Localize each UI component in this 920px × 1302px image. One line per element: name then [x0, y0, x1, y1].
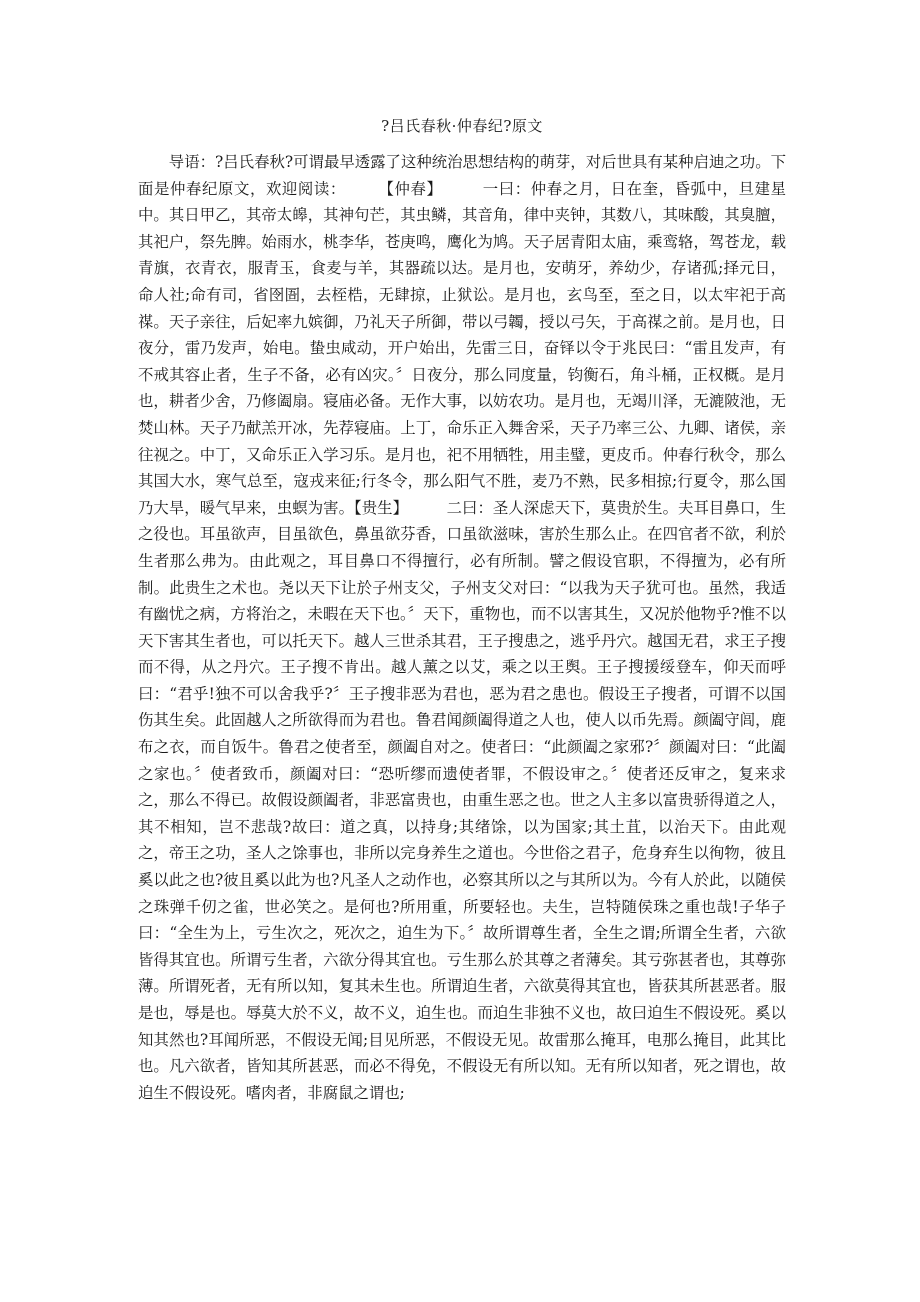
document-page — [138, 112, 786, 1106]
document-body-text: 导语：?吕氏春秋?可谓最早透露了这种统治思想结构的萌芽，对后世具有某种启迪之功。下面是仲春纪原文，欢迎阅读： 【仲春】 一曰：仲春之月，日在奎，昏弧中，旦建星中。其日甲乙，其帝太皞，其神句芒，其虫鳞，其音角，律中夹钟，其数八，其味酸，其臭膻，其祀户，祭先脾。始雨水，桃李华，苍庚鸣，鹰化为鸠。天子居青阳太庙，乘鸾辂，驾苍龙，载青旗，衣青衣，服青玉，食麦与羊，其器疏以达。是月也，安萌牙，养幼少，存诸孤;择元日，命人社;命有司，省囹圄，去桎梏，无肆掠，止狱讼。是月也，玄鸟至，至之日，以太牢祀于高禖。天子亲往，后妃率九嫔御，乃礼天子所御，带以弓韣，授以弓矢，于高禖之前。是月也，日夜分，雷乃发声，始电。蛰虫咸动，开户始出，先雷三日，奋铎以令于兆民曰：“雷且发声，有不戒其容止者，生子不备，必有凶灾。〞日夜分，那么同度量，钧衡石，角斗桶，正权概。是月也，耕者少舍，乃修阖扇。寝庙必备。无作大事，以妨农功。是月也，无竭川泽，无漉陂池，无焚山林。天子乃献羔开冰，先荐寝庙。上丁，命乐正入舞舍采，天子乃率三公、九卿、诸侯，亲往视之。中丁，又命乐正入学习乐。是月也，祀不用牺牲，用圭璧，更皮币。仲春行秋令，那么其国大水，寒气总至，寇戎来征;行冬令，那么阳气不胜，麦乃不熟，民多相掠;行夏令，那么国乃大旱，暖气早来，虫螟为害。【贵生】 二曰：圣人深虑天下，莫贵於生。夫耳目鼻口，生之役也。耳虽欲声，目虽欲色，鼻虽欲芬香，口虽欲滋味，害於生那么止。在四官者不欲，利於生者那么弗为。由此观之，耳目鼻口不得擅行，必有所制。譬之假设官职，不得擅为，必有所制。此贵生之术也。尧以天下让於子州支父，子州支父对曰：“以我为天子犹可也。虽然，我适有幽忧之病，方将治之，未暇在天下也。〞天下，重物也，而不以害其生，又况於他物乎?惟不以天下害其生者也，可以托天下。越人三世杀其君，王子搜患之，逃乎丹穴。越国无君，求王子搜而不得，从之丹穴。王子搜不肯出。越人薰之以艾，乘之以王舆。王子搜援绥登车，仰天而呼曰：“君乎!独不可以舍我乎?〞王子搜非恶为君也，恶为君之患也。假设王子搜者，可谓不以国伤其生矣。此固越人之所欲得而为君也。鲁君闻颜阖得道之人也，使人以币先焉。颜阖守闾，鹿布之衣，而自饭牛。鲁君之使者至，颜阖自对之。使者曰：“此颜阖之家邪?〞颜阖对曰：“此阖之家也。〞使者致币，颜阖对曰：“恐听缪而遗使者罪，不假设审之。〞使者还反审之，复来求之，那么不得已。故假设颜阖者，非恶富贵也，由重生恶之也。世之人主多以富贵骄得道之人，其不相知，岂不悲哉?故曰：道之真，以持身;其绪馀，以为国家;其土苴，以治天下。由此观之，帝王之功，圣人之馀事也，非所以完身养生之道也。今世俗之君子，危身弃生以徇物，彼且奚以此之也?彼且奚以此为也?凡圣人之动作也，必察其所以之与其所以为。今有人於此，以随侯之珠弹千仞之雀，世必笑之。是何也?所用重，所要轻也。夫生，岂特随侯珠之重也哉!子华子曰：“全生为上，亏生次之，死次之，迫生为下。〞故所谓尊生者，全生之谓;所谓全生者，六欲皆得其宜也。所谓亏生者，六欲分得其宜也。亏生那么於其尊之者薄矣。其亏弥甚者也，其尊弥薄。所谓死者，无有所以知，复其未生也。所谓迫生者，六欲莫得其宜也，皆获其所甚恶者。服是也，辱是也。辱莫大於不义，故不义，迫生也。而迫生非独不义也，故曰迫生不假设死。奚以知其然也?耳闻所恶，不假设无闻;目见所恶，不假设无见。故雷那么掩耳，电那么掩目，此其比也。凡六欲者，皆知其所甚恶，而必不得免，不假设无有所以知。无有所以知者，死之谓也，故迫生不假设死。嗜肉者，非腐鼠之谓也; — [138, 153, 786, 1102]
document-title: ?吕氏春秋·仲春纪?原文 — [381, 117, 543, 135]
